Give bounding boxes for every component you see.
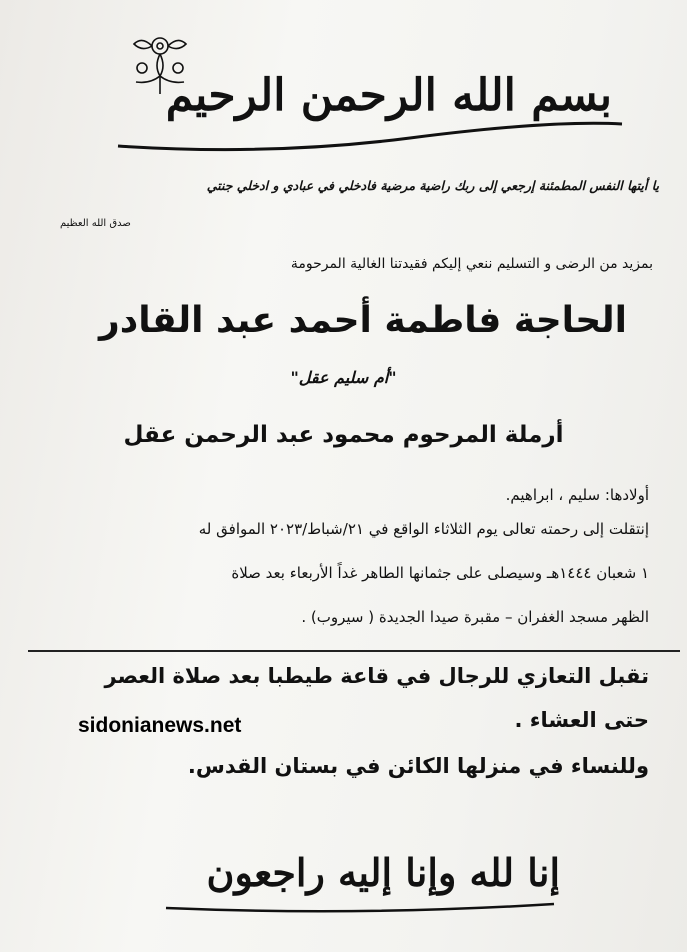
verse-attribution: صدق الله العظيم <box>60 218 131 229</box>
basmala-text: بسم الله الرحمن الرحيم <box>165 70 612 121</box>
deceased-name: الحاجة فاطمة أحمد عبد القادر <box>99 300 627 341</box>
men-condolences-line-1: تقبل التعازي للرجال في قاعة طيطبا بعد صلاة العصر <box>104 664 649 688</box>
children-line: أولادها: سليم ، ابراهيم. <box>505 486 649 504</box>
site-watermark: sidonianews.net <box>78 714 242 737</box>
women-condolences: وللنساء في منزلها الكائن في بستان القدس. <box>187 754 649 778</box>
deceased-nickname: "أم سليم عقل" <box>290 368 397 387</box>
passing-line-2: ١ شعبان ١٤٤٤هـ وسيصلى على جثمانها الطاهر غداً الأربعاء بعد صلاة <box>231 564 649 582</box>
passing-line-1: إنتقلت إلى رحمته تعالى يوم الثلاثاء الواقع في ٢١/شباط/٢٠٢٣ الموافق له <box>198 520 649 538</box>
basmala-header <box>110 28 630 158</box>
closing-text: إنا لله وإنا إليه راجعون <box>206 850 560 895</box>
calligraphy-swash <box>110 116 630 156</box>
closing-swash <box>160 896 560 916</box>
closing-calligraphy <box>160 830 560 920</box>
widow-of-line: أرملة المرحوم محمود عبد الرحمن عقل <box>123 422 564 448</box>
announcement-intro: بمزيد من الرضى و التسليم ننعي إليكم فقيدتنا الغالية المرحومة <box>290 256 653 272</box>
men-condolences-line-2: حتى العشاء . <box>514 708 649 732</box>
section-divider <box>28 650 680 652</box>
funeral-line-3: الظهر مسجد الغفران – مقبرة صيدا الجديدة ( سيروب) . <box>301 608 649 626</box>
quran-verse: يا أيتها النفس المطمئنة إرجعي إلى ربك راضية مرضية فادخلي في عبادي و ادخلي جنتي <box>206 178 659 193</box>
